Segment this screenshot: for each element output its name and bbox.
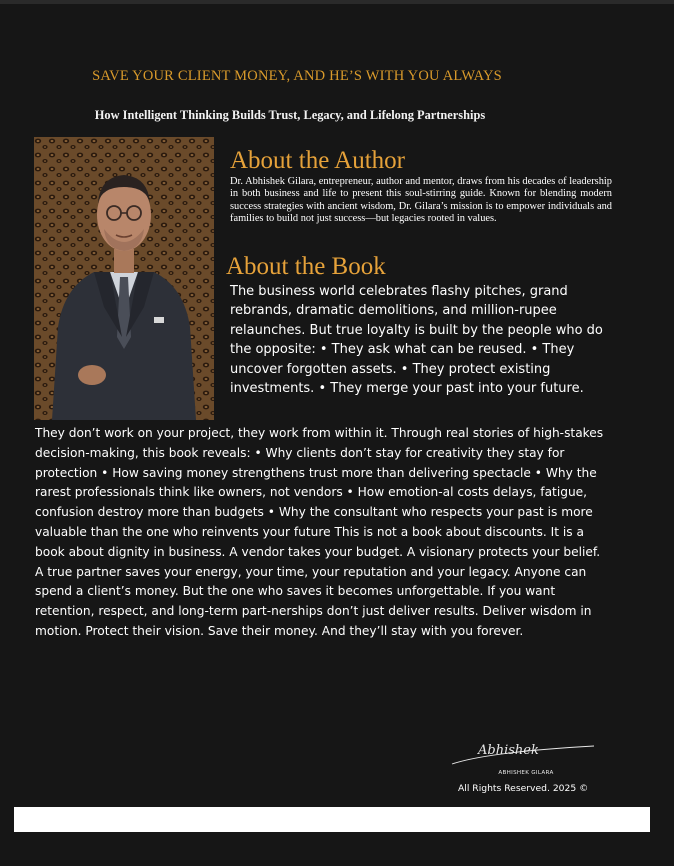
about-author-text: Dr. Abhishek Gilara, entrepreneur, author and mentor, draws from his decades of leadership in both business and life to present this soul-stirring guide. Known for blending modern success strategies with ancient wisdom, Dr. Gilara’s mission is to empower individuals and families to build not just success—but legacies rooted in values. xyxy=(230,176,612,225)
book-title: SAVE YOUR CLIENT MONEY, AND HE’S WITH YOU ALWAYS xyxy=(92,68,502,84)
about-author-heading: About the Author xyxy=(230,147,405,174)
signature-script: Abhishek xyxy=(478,743,539,758)
bottom-white-band xyxy=(14,807,650,832)
author-portrait-illustration xyxy=(34,137,214,420)
author-photo xyxy=(34,137,214,420)
about-book-intro: The business world celebrates flashy pitches, grand rebrands, dramatic demolitions, and million-rupee relaunches. But true loyalty is built by the people who do the opposite: • They ask what can be reused. • They uncover forgotten assets. • They protect existing investments. • They merge your past into your future. xyxy=(230,284,603,397)
top-strip xyxy=(0,0,674,4)
copyright-notice: All Rights Reserved. 2025 © xyxy=(458,783,589,794)
signature-name: ABHISHEK GILARA xyxy=(498,770,554,776)
author-signature xyxy=(448,724,598,772)
about-book-body: They don’t work on your project, they work from within it. Through real stories of high-stakes decision-making, this book reveals: • Why clients don’t stay for creativity they stay for protection • How saving money strengthens trust more than delivering spectacle • Why the rarest professionals think like owners, not vendors • How emotion-al costs delays, fatigue, confusion destroy more than budgets • Why the consultant who respects your past is more valuable than the one who reinvents your future This is not a book about discounts. It is a book about dignity in business. A vendor takes your budget. A visionary protects your belief. A true partner saves your energy, your time, your reputation and your legacy. Anyone can spend a client’s money. But the one who saves it becomes unforgettable. If you want retention, respect, and long-term part-nerships don’t just deliver results. Deliver wisdom in motion. Protect their vision. Save their money. And they’ll stay with you forever. xyxy=(35,426,604,638)
book-subtitle: How Intelligent Thinking Builds Trust, Legacy, and Lifelong Partnerships xyxy=(94,108,486,122)
about-book-heading: About the Book xyxy=(226,253,386,280)
